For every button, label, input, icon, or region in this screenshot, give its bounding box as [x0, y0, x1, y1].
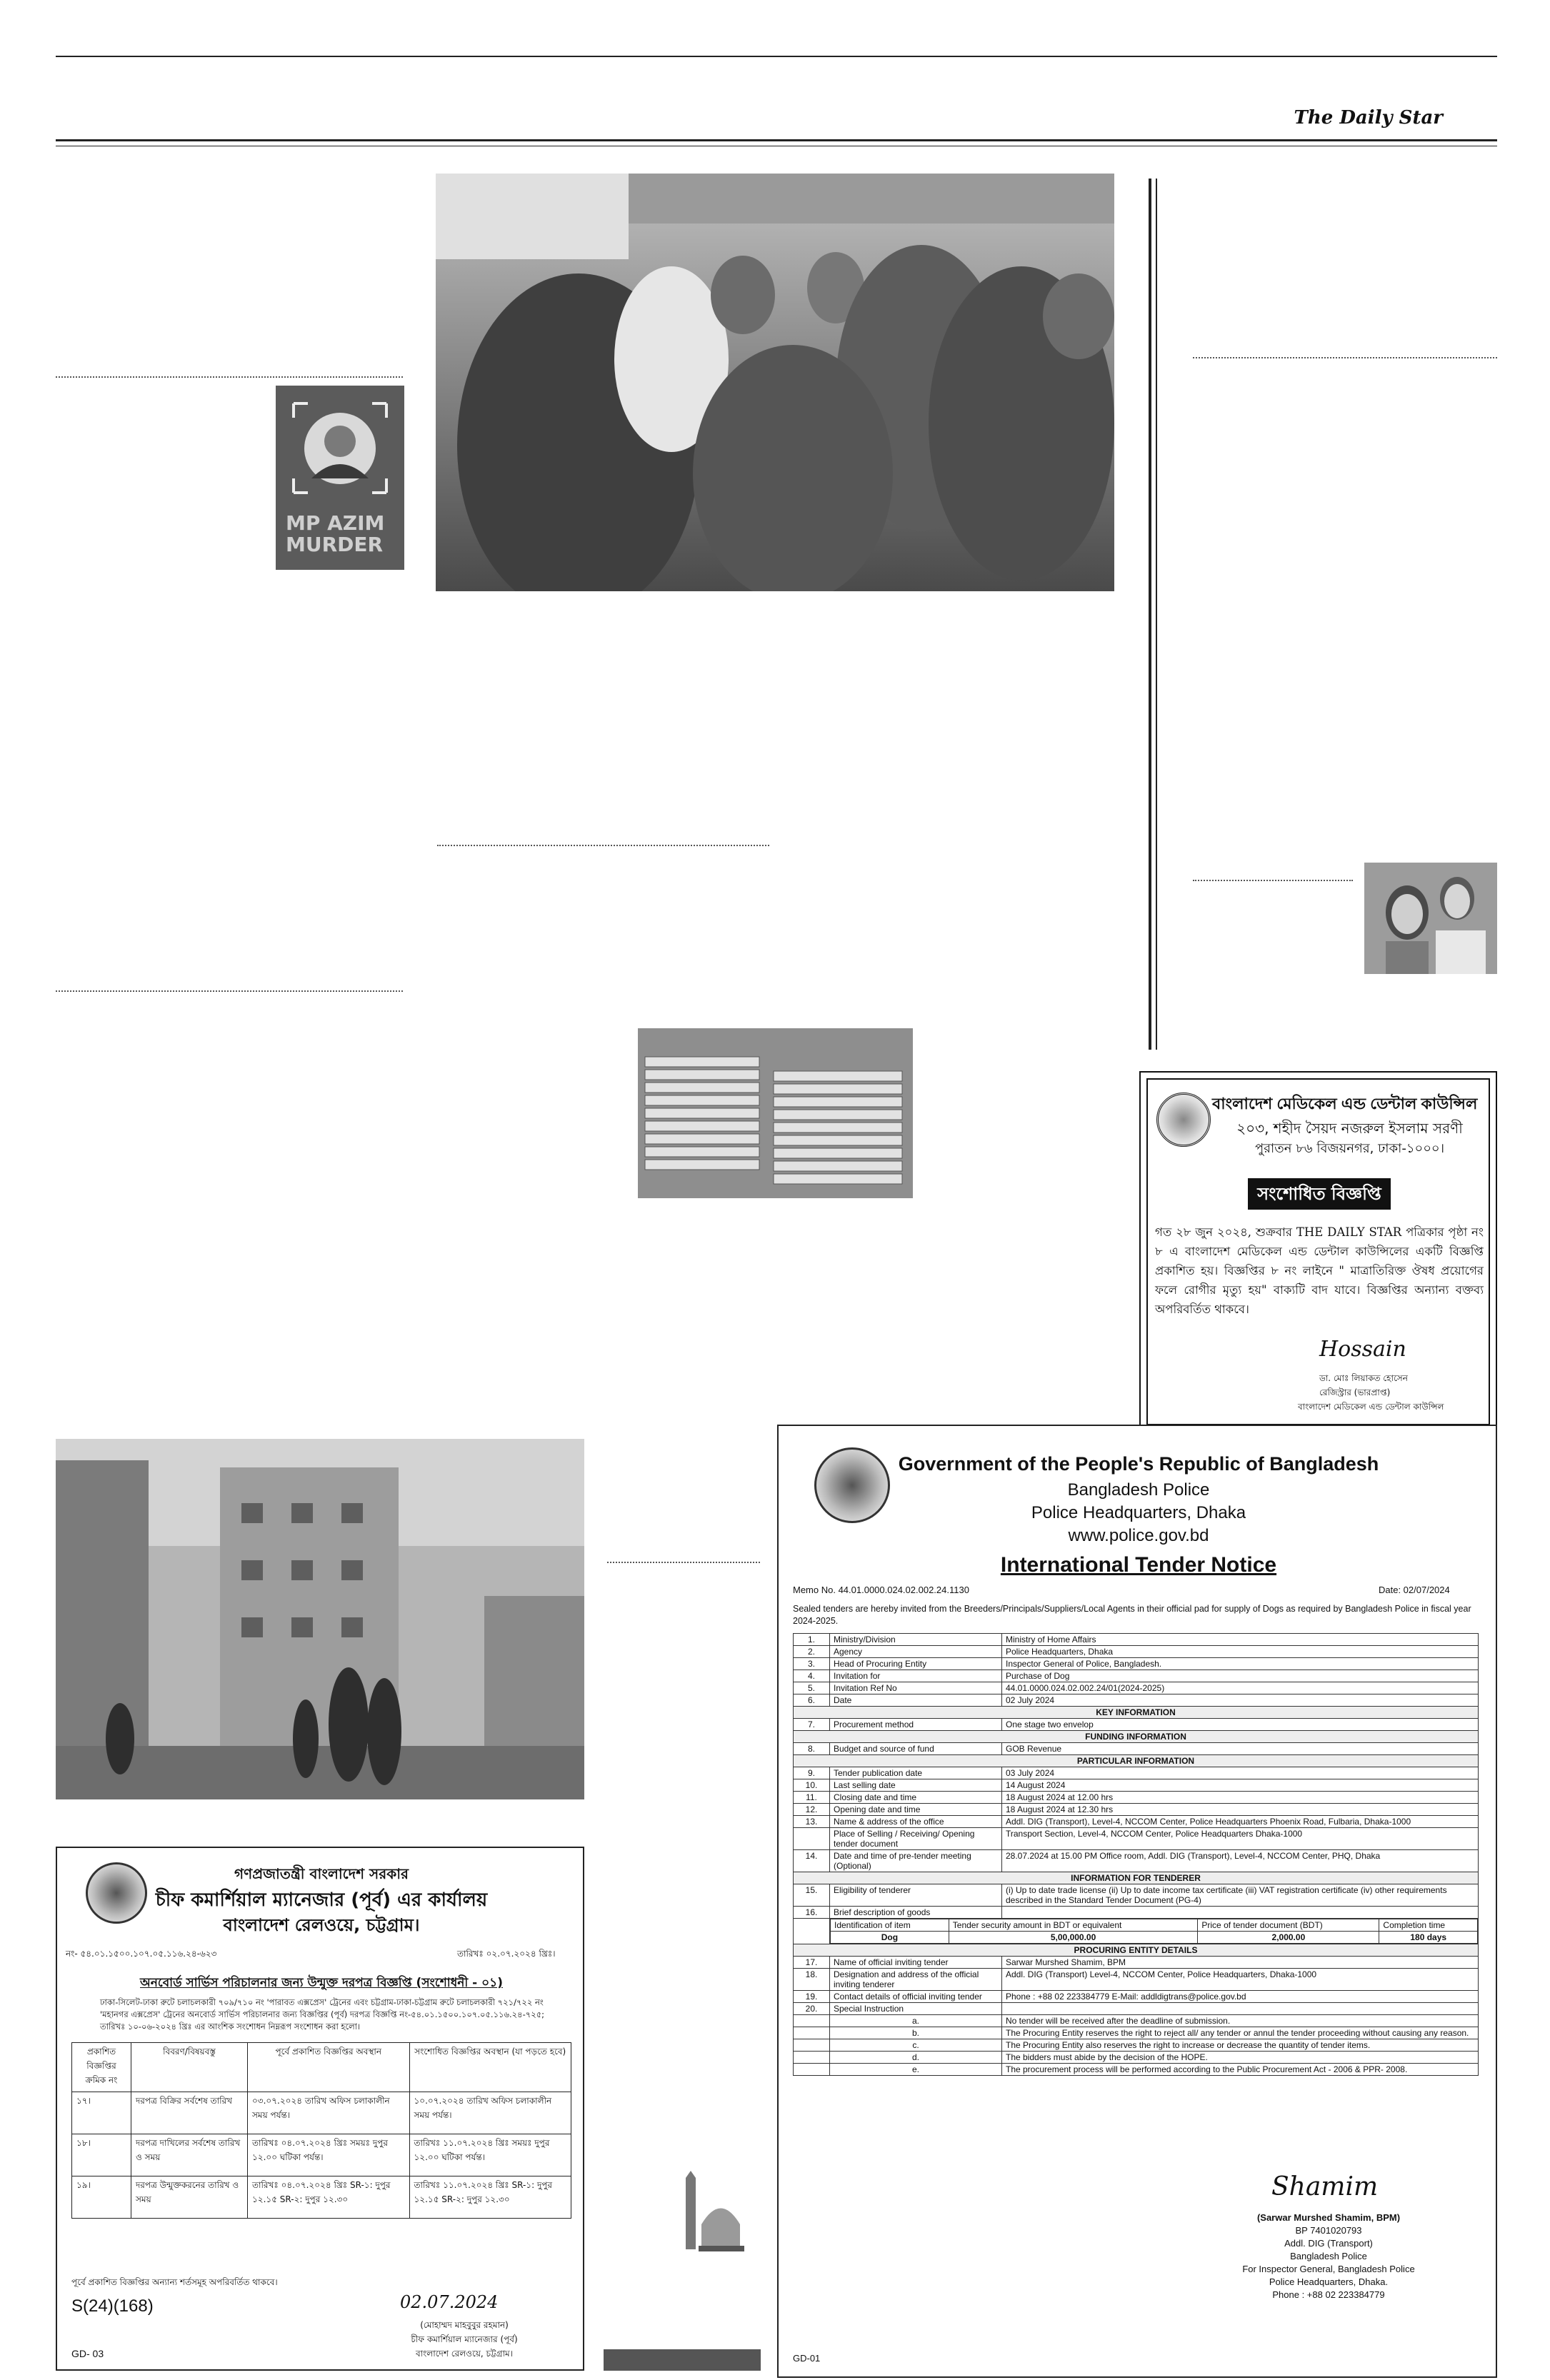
section-key-information: KEY INFORMATION [794, 1707, 1479, 1719]
tender-row [794, 1682, 1479, 1694]
signatory-line: BP 7401020793 [1295, 2225, 1362, 2236]
railway-line-3: বাংলাদেশ রেলওয়ে, চট্টগ্রাম। [223, 1915, 420, 1935]
tender-cell-k: Ministry/Division [830, 1634, 1002, 1646]
instruction-text: The bidders must abide by the decision of the HOPE. [1002, 2052, 1479, 2064]
tender-cell-k: Head of Procuring Entity [830, 1658, 1002, 1670]
tender-cell-v: Transport Section, Level-4, NCCOM Center, Police Headquarters Dhaka-1000 [1002, 1828, 1479, 1850]
masthead-rule-1 [56, 139, 1497, 141]
tender-cell-n: 16. [794, 1907, 830, 1919]
signatory-line: (Sarwar Murshed Shamim, BPM) [1256, 2212, 1401, 2223]
tender-cell-v: Addl. DIG (Transport), Level-4, NCCOM Center, Police Headquarters Phoenix Road, Fulbaria, Dhaka-1000 [1002, 1816, 1479, 1828]
tender-row [794, 1991, 1479, 2003]
dotted-separator [56, 990, 403, 992]
mp-badge-label: MP AZIM MURDER [286, 511, 385, 556]
tender-cell-n: 3. [794, 1658, 830, 1670]
tender-cell-n: 2. [794, 1646, 830, 1658]
tender-row [794, 1670, 1479, 1682]
tender-cell-v: 14 August 2024 [1002, 1779, 1479, 1792]
tender-cell-n: 6. [794, 1694, 830, 1707]
bmdc-address-2: পুরাতন ৮৬ বিজয়নগর, ঢাকা-১০০০। [1254, 1141, 1445, 1156]
tender-hq-line: Police Headquarters, Dhaka [1031, 1503, 1246, 1522]
tender-row [794, 1816, 1479, 1828]
tender-cell-n: 20. [794, 2003, 830, 2015]
tender-row [794, 2003, 1479, 2015]
railway-cell: দরপত্র বিক্রির সর্বশেষ তারিখ [131, 2092, 248, 2134]
railway-line-2: চীফ কমার্শিয়াল ম্যানেজার (পূর্ব) এর কার্যালয় [155, 1889, 488, 1911]
tender-cell-v: Phone : +88 02 223384779 E-Mail: addldigtrans@police.gov.bd [1002, 1991, 1479, 2003]
railway-cell: ০৩.০৭.২০২৪ তারিখ অফিস চলাকালীন সময় পর্যন্ত। [248, 2092, 410, 2134]
section-procuring-entity: PROCURING ENTITY DETAILS [794, 1944, 1479, 1957]
tender-row [794, 1694, 1479, 1707]
tender-cell-n: 1. [794, 1634, 830, 1646]
tender-cell-k: Agency [830, 1646, 1002, 1658]
tender-cell-n: 13. [794, 1816, 830, 1828]
bmdc-signatory-name: ডা. মোঃ লিয়াকত হোসেন [1319, 1373, 1408, 1383]
railway-title: অনবোর্ড সার্ভিস পরিচালনার জন্য উন্মুক্ত দরপত্র বিজ্ঞপ্তি (সংশোধনী - ০১) [140, 1976, 503, 1990]
railway-body: ঢাকা-সিলেট-ঢাকা রুটে চলাচলকারী ৭০৯/৭১০ নং 'পারাবত এক্সপ্রেস' ট্রেনের এবং চট্টগ্রাম-ঢাকা-চট্টগ্রাম রুটে চলাচলকারী ৭২১/৭২২ নং 'মহানগর এক্সপ্রেস' ট্রেনের অনবোর্ড সার্ভিস পরিচালনার জন্য বিজ্ঞপ্তির (পূর্ব) দরপত্র বিজ্ঞপ্তি নং-৫৪.০১.১৫০০.১০৭.০৫.১১৬.২৪-৭২৫; তারিখঃ ১০-০৬-২০২৪ খ্রিঃ এর আংশিক সংশোধন নিম্নরূপ সংশোধন করা হলো। [100, 1997, 545, 2032]
tender-cell-k: Invitation Ref No [830, 1682, 1002, 1694]
tender-cell-n: 8. [794, 1743, 830, 1755]
tender-title: International Tender Notice [1000, 1553, 1277, 1577]
instruction-letter: a. [830, 2015, 1002, 2027]
tender-date: Date: 02/07/2024 [1379, 1585, 1450, 1595]
railway-cell: ১৯। [72, 2176, 131, 2219]
tender-row [794, 1634, 1479, 1646]
instruction-row [794, 2052, 1479, 2064]
dotted-separator [56, 376, 403, 378]
tender-cell-v: 18 August 2024 at 12.30 hrs [1002, 1804, 1479, 1816]
tender-cell-n: 18. [794, 1969, 830, 1991]
signatory-line: Addl. DIG (Transport) [1284, 2238, 1373, 2249]
railway-signatory-name: (মোহাম্মদ মাহবুবুর রহমান) [420, 2320, 509, 2330]
tender-cell-k: Budget and source of fund [830, 1743, 1002, 1755]
railway-cell: ১৭। [72, 2092, 131, 2134]
international-tender-notice [777, 1425, 1497, 2378]
section-funding-information: FUNDING INFORMATION [794, 1731, 1479, 1743]
dotted-separator [1193, 357, 1497, 358]
railway-table-row [72, 2176, 571, 2219]
tender-cell-v: One stage two envelop [1002, 1719, 1479, 1731]
tender-cell-n: 7. [794, 1719, 830, 1731]
railway-cell: ১৮। [72, 2134, 131, 2176]
railway-tender-corrigendum [56, 1847, 584, 2371]
railway-signatory-title: চীফ কমার্শিয়াল ম্যানেজার (পূর্ব) [411, 2334, 518, 2344]
railway-cell: তারিখঃ ০৪.০৭.২০২৪ খ্রিঃ সময়ঃ দুপুর ১২.০০ ঘটিকা পর্যন্ত। [248, 2134, 410, 2176]
tender-row [794, 1646, 1479, 1658]
tender-cell-v: (i) Up to date trade license (ii) Up to date income tax certificate (iii) VAT registration certificate (iv) other requirements described in the Standard Tender Document (PG-4) [1002, 1884, 1479, 1907]
dotted-separator [607, 1562, 760, 1563]
mosque-icon [680, 2171, 759, 2256]
railway-table-row [72, 2134, 571, 2176]
tender-cell-n [794, 1828, 830, 1850]
tender-cell-k: Tender publication date [830, 1767, 1002, 1779]
instruction-text: The Procuring Entity reserves the right to reject all/ any tender or annul the tender proceeding without causing any reason. [1002, 2027, 1479, 2039]
tender-cell-k: Place of Selling / Receiving/ Opening tender document [830, 1828, 1002, 1850]
railway-code-s: S(24)(168) [71, 2296, 154, 2316]
dotted-separator [437, 845, 769, 846]
railway-cell: তারিখঃ ১১.০৭.২০২৪ খ্রিঃ সময়ঃ দুপুর ১২.০০ ঘটিকা পর্যন্ত। [409, 2134, 571, 2176]
railway-table [71, 2042, 571, 2219]
tender-cell-v: 02 July 2024 [1002, 1694, 1479, 1707]
bmdc-org-name: বাংলাদেশ মেডিকেল এন্ড ডেন্টাল কাউন্সিল [1212, 1095, 1478, 1113]
tender-cell-v: Purchase of Dog [1002, 1670, 1479, 1682]
tender-cell-v [1002, 2003, 1479, 2015]
tender-cell-v: 18 August 2024 at 12.00 hrs [1002, 1792, 1479, 1804]
tender-signatory-block [1179, 2211, 1479, 2301]
railway-cell: তারিখঃ ০৪.০৭.২০২৪ খ্রিঃ SR-১: দুপুর ১২.১৫ SR-২: দুপুর ১২.৩০ [248, 2176, 410, 2219]
tender-cell-k: Procurement method [830, 1719, 1002, 1731]
tender-cell-n: 9. [794, 1767, 830, 1779]
tender-cell-k: Last selling date [830, 1779, 1002, 1792]
tender-police-line: Bangladesh Police [1067, 1480, 1210, 1500]
tender-table [793, 1633, 1479, 2076]
tender-row [794, 1957, 1479, 1969]
tender-row [794, 1792, 1479, 1804]
tender-row [794, 1779, 1479, 1792]
signatory-line: Phone : +88 02 223384779 [1272, 2289, 1385, 2300]
tender-row [794, 1804, 1479, 1816]
tender-cell-n: 14. [794, 1850, 830, 1872]
tender-row [794, 1907, 1479, 1919]
section-tenderer-information: INFORMATION FOR TENDERER [794, 1872, 1479, 1884]
tender-row [794, 1884, 1479, 1907]
instruction-text: The procurement process will be performed according to the Public Procurement Act - 2006 & PPR- 2008. [1002, 2064, 1479, 2076]
railway-date: তারিখঃ ০২.০৭.২০২৪ খ্রিঃ। [457, 1949, 556, 1959]
tender-cell-k: Eligibility of tenderer [830, 1884, 1002, 1907]
railway-signatory-org: বাংলাদেশ রেলওয়ে, চট্টগ্রাম। [415, 2349, 514, 2359]
tender-row [794, 1658, 1479, 1670]
top-rule [56, 56, 1497, 57]
railway-table-row [72, 2092, 571, 2134]
tender-row [794, 1767, 1479, 1779]
armed-police-street-photo [56, 1439, 584, 1799]
tender-cell-v: 28.07.2024 at 15.00 PM Office room, Addl. DIG (Transport), Level-4, NCCOM Center, PHQ, Dhaka [1002, 1850, 1479, 1872]
tender-cell-k: Invitation for [830, 1670, 1002, 1682]
tender-govt-line: Government of the People's Republic of Bangladesh [898, 1453, 1379, 1475]
tender-cell-v: 03 July 2024 [1002, 1767, 1479, 1779]
railway-cell: দরপত্র দাখিলের সর্বশেষ তারিখ ও সময় [131, 2134, 248, 2176]
protest-crowd-photo [436, 174, 1114, 591]
tender-code: GD-01 [793, 2353, 821, 2364]
goods-row: Dog 5,00,000.00 2,000.00 180 days [831, 1932, 1478, 1944]
column-divider-right [1149, 179, 1151, 1050]
tender-row [794, 1850, 1479, 1872]
tender-cell-n: 10. [794, 1779, 830, 1792]
masthead-brand: The Daily Star [1294, 107, 1443, 129]
bmdc-signature: Hossain [1319, 1337, 1406, 1362]
tender-cell-n: 4. [794, 1670, 830, 1682]
tender-cell-v: Addl. DIG (Transport) Level-4, NCCOM Center, Police Headquarters, Dhaka-1000 [1002, 1969, 1479, 1991]
bmdc-corrigendum-notice [1139, 1071, 1497, 1432]
bmdc-heading: সংশোধিত বিজ্ঞপ্তি [1248, 1178, 1391, 1210]
signatory-line: Bangladesh Police [1290, 2251, 1367, 2261]
tender-cell-k: Designation and address of the official inviting tenderer [830, 1969, 1002, 1991]
tender-signature: Shamim [1271, 2172, 1379, 2201]
signatory-line: Police Headquarters, Dhaka. [1269, 2276, 1389, 2287]
goods-header-row: Identification of item Tender security amount in BDT or equivalent Price of tender document (BDT) Completion time [831, 1919, 1478, 1932]
tender-cell-v: Ministry of Home Affairs [1002, 1634, 1479, 1646]
instruction-letter: e. [830, 2064, 1002, 2076]
instruction-letter: b. [830, 2027, 1002, 2039]
tender-website: www.police.gov.bd [1068, 1526, 1209, 1545]
tender-cell-v [1002, 1907, 1479, 1919]
tender-cell-v: Sarwar Murshed Shamim, BPM [1002, 1957, 1479, 1969]
tender-cell-k: Brief description of goods [830, 1907, 1002, 1919]
tender-cell-n: 12. [794, 1804, 830, 1816]
tender-cell-n: 5. [794, 1682, 830, 1694]
instruction-row [794, 2015, 1479, 2027]
tender-cell-n: 17. [794, 1957, 830, 1969]
tender-intro: Sealed tenders are hereby invited from the Breeders/Principals/Suppliers/Local Agents in their official pad for supply of Dogs as required by Bangladesh Police in fiscal year 2024-2025. [793, 1604, 1471, 1626]
instruction-letter: d. [830, 2052, 1002, 2064]
tender-cell-n: 19. [794, 1991, 830, 2003]
tender-cell-k: Closing date and time [830, 1792, 1002, 1804]
bmdc-signatory-title: রেজিস্ট্রার (ভারপ্রাপ্ত) [1319, 1387, 1391, 1397]
tender-cell-k: Opening date and time [830, 1804, 1002, 1816]
tender-memo-no: Memo No. 44.01.0000.024.02.002.24.1130 [793, 1585, 969, 1595]
railway-line-1: গণপ্রজাতন্ত্রী বাংলাদেশ সরকার [234, 1865, 409, 1882]
tender-cell-k: Name of official inviting tender [830, 1957, 1002, 1969]
tender-row [794, 1969, 1479, 1991]
dark-bar [604, 2349, 761, 2371]
tender-row [794, 1719, 1479, 1731]
bmdc-signatory-org: বাংলাদেশ মেডিকেল এন্ড ডেন্টাল কাউন্সিল [1298, 1402, 1444, 1412]
couple-portrait-photo [1364, 863, 1497, 974]
tender-cell-k: Date [830, 1694, 1002, 1707]
railway-signature: 02.07.2024 [400, 2292, 499, 2312]
railway-footnote: পূর্বে প্রকাশিত বিজ্ঞপ্তির অন্যান্য শর্তসমূহ অপরিবর্তিত থাকবে। [71, 2277, 278, 2287]
railway-table-header: প্রকাশিত বিজ্ঞপ্তির ক্রমিক নং বিবরণ/বিষয়বস্তু পূর্বে প্রকাশিত বিজ্ঞপ্তির অবস্থান সংশোধিত বিজ্ঞপ্তির অবস্থান (যা পড়তে হবে) [72, 2043, 571, 2092]
tender-cell-k: Special Instruction [830, 2003, 1002, 2015]
railway-cell: তারিখঃ ১১.০৭.২০২৪ খ্রিঃ SR-১: দুপুর ১২.১৫ SR-২: দুপুর ১২.৩০ [409, 2176, 571, 2219]
tender-row [794, 1743, 1479, 1755]
railway-cell: দরপত্র উন্মুক্তকরনের তারিখ ও সময় [131, 2176, 248, 2219]
tender-cell-n: 15. [794, 1884, 830, 1907]
bmdc-address-1: ২০৩, শহীদ সৈয়দ নজরুল ইসলাম সরণী [1236, 1120, 1463, 1137]
instruction-text: The Procuring Entity also reserves the right to increase or decrease the quantity of tender items. [1002, 2039, 1479, 2052]
railway-ref-no: নং- ৫৪.০১.১৫০০.১০৭.০৫.১১৬.২৪-৬২৩ [66, 1949, 217, 1959]
instruction-text: No tender will be received after the deadline of submission. [1002, 2015, 1479, 2027]
instruction-row [794, 2039, 1479, 2052]
tender-cell-k: Name & address of the office [830, 1816, 1002, 1828]
stacked-books-photo [638, 1028, 913, 1198]
bmdc-seal-icon [1156, 1093, 1211, 1147]
tender-cell-v: Inspector General of Police, Bangladesh. [1002, 1658, 1479, 1670]
section-particular-information: PARTICULAR INFORMATION [794, 1755, 1479, 1767]
railway-code: GD- 03 [71, 2348, 104, 2359]
tender-cell-k: Contact details of official inviting tender [830, 1991, 1002, 2003]
tender-cell-n: 11. [794, 1792, 830, 1804]
tender-cell-k: Date and time of pre-tender meeting (Optional) [830, 1850, 1002, 1872]
tender-row [794, 1828, 1479, 1850]
tender-cell-v: GOB Revenue [1002, 1743, 1479, 1755]
mp-azim-murder-badge [276, 386, 404, 570]
instruction-row [794, 2064, 1479, 2076]
instruction-letter: c. [830, 2039, 1002, 2052]
instruction-row [794, 2027, 1479, 2039]
railway-cell: ১০.০৭.২০২৪ তারিখ অফিস চলাকালীন সময় পর্যন্ত। [409, 2092, 571, 2134]
signatory-line: For Inspector General, Bangladesh Police [1242, 2264, 1415, 2274]
tender-cell-v: Police Headquarters, Dhaka [1002, 1646, 1479, 1658]
dotted-separator [1193, 880, 1353, 881]
bmdc-body: গত ২৮ জুন ২০২৪, শুক্রবার THE DAILY STAR পত্রিকার পৃষ্ঠা নং ৮ এ বাংলাদেশ মেডিকেল এন্ড ডেন্টাল কাউন্সিলের একটি বিজ্ঞপ্তি প্রকাশিত হয়। বিজ্ঞপ্তির ৮ নং লাইনে " মাত্রাতিরিক্ত ঔষধ প্রয়োগের ফলে রোগীর মৃত্যু হয়" বাক্যটি বাদ যাবে। বিজ্ঞপ্তির অন্যান্য বক্তব্য অপরিবর্তিত থাকবে। [1155, 1225, 1484, 1316]
tender-cell-v: 44.01.0000.024.02.002.24/01(2024-2025) [1002, 1682, 1479, 1694]
column-divider-right-2 [1156, 179, 1157, 1050]
